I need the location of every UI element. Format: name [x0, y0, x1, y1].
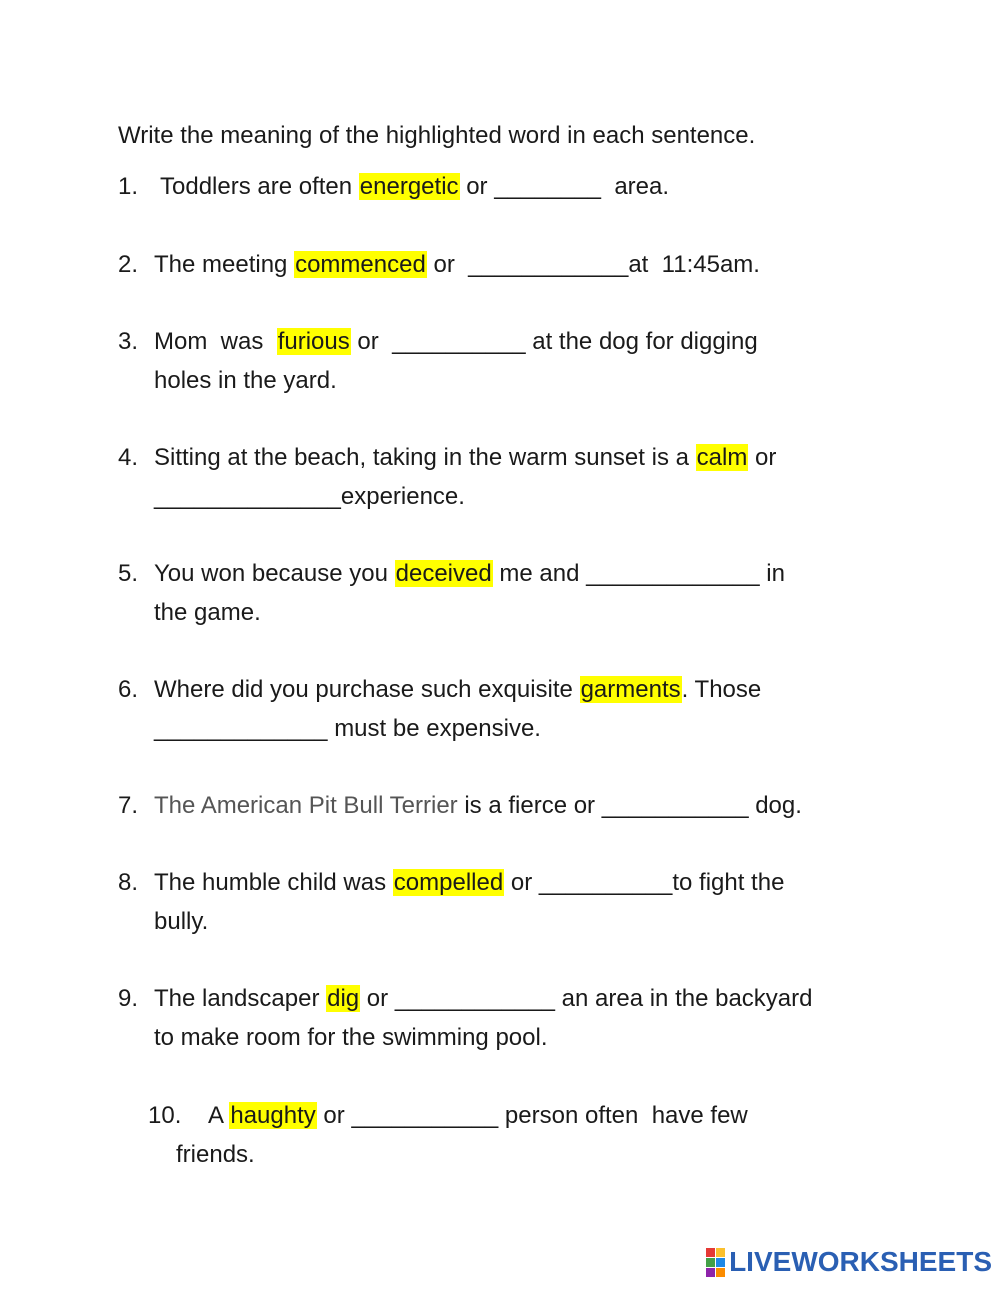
question-text	[154, 441, 776, 475]
question-segment: to make room for the swimming pool.	[154, 1024, 548, 1051]
question-segment: Where did you purchase such exquisite	[154, 676, 580, 703]
logo-square	[706, 1268, 715, 1277]
question-segment: Mom was	[154, 328, 277, 355]
question-text	[154, 789, 802, 823]
highlighted-word: deceived	[395, 560, 492, 587]
question-segment: A	[208, 1102, 230, 1129]
question-segment: or __________to fight the	[504, 869, 785, 896]
question-segment: or ___________ person often have few	[316, 1102, 748, 1129]
question-segment: The landscaper	[154, 985, 327, 1012]
question-segment: You won because you	[154, 560, 395, 587]
highlighted-word: commenced	[295, 251, 426, 278]
highlighted-word: garments	[580, 676, 681, 703]
question-segment: . Those	[681, 676, 762, 703]
question-text	[154, 248, 760, 282]
question-text	[154, 905, 208, 939]
question-number: 2.	[118, 251, 139, 278]
question-text	[154, 325, 758, 359]
highlighted-word: furious	[277, 328, 350, 355]
question-segment: the game.	[154, 599, 261, 626]
question-text	[208, 1099, 748, 1133]
question-number: 8.	[118, 869, 139, 896]
question-number: 1.	[118, 173, 139, 200]
question-text	[176, 1138, 255, 1172]
question-segment: ______________experience.	[154, 483, 465, 510]
question-segment: Sitting at the beach, taking in the warm sunset is a	[154, 444, 696, 471]
question-segment: _____________ must be expensive.	[154, 715, 541, 742]
question-text	[154, 673, 761, 707]
question-segment: or __________ at the dog for digging	[350, 328, 758, 355]
question-number: 10.	[148, 1102, 182, 1129]
question-segment: The American Pit Bull Terrier	[154, 792, 458, 819]
question-text	[154, 557, 785, 591]
logo-square	[716, 1268, 725, 1277]
question-text	[154, 596, 261, 630]
logo-square	[706, 1248, 715, 1257]
question-text	[154, 480, 465, 514]
question-segment: or ________ area.	[459, 173, 670, 200]
logo-square	[706, 1258, 715, 1267]
question-segment: is a fierce or ___________ dog.	[457, 792, 802, 819]
logo-square	[716, 1258, 725, 1267]
instructions: Write the meaning of the highlighted word in each sentence.	[118, 122, 756, 149]
question-number: 7.	[118, 792, 139, 819]
logo-text: LIVEWORKSHEETS	[729, 1246, 992, 1277]
question-number: 6.	[118, 676, 139, 703]
question-segment: or ____________ an area in the backyard	[360, 985, 813, 1012]
highlighted-word: energetic	[359, 173, 459, 200]
question-text	[154, 982, 812, 1016]
question-text	[154, 866, 784, 900]
question-text	[154, 712, 541, 746]
liveworksheets-logo	[706, 1247, 992, 1277]
question-segment: or ____________at 11:45am.	[426, 251, 760, 278]
question-segment: or	[748, 444, 777, 471]
question-segment: The meeting	[154, 251, 295, 278]
question-number: 5.	[118, 560, 139, 587]
question-segment: friends.	[176, 1141, 255, 1168]
question-segment: The humble child was	[154, 869, 393, 896]
question-number: 3.	[118, 328, 139, 355]
question-text	[160, 170, 669, 204]
question-number: 9.	[118, 985, 139, 1012]
question-segment: holes in the yard.	[154, 367, 337, 394]
logo-square	[716, 1248, 725, 1257]
highlighted-word: haughty	[230, 1102, 316, 1129]
question-text	[154, 1021, 547, 1055]
question-segment: me and _____________ in	[492, 560, 785, 587]
logo-mark-icon	[706, 1248, 725, 1277]
question-segment: bully.	[154, 908, 209, 935]
question-number: 4.	[118, 444, 139, 471]
highlighted-word: compelled	[393, 869, 504, 896]
highlighted-word: calm	[696, 444, 748, 471]
question-segment: Toddlers are often	[160, 173, 359, 200]
highlighted-word: dig	[327, 985, 360, 1012]
question-text	[154, 364, 337, 398]
